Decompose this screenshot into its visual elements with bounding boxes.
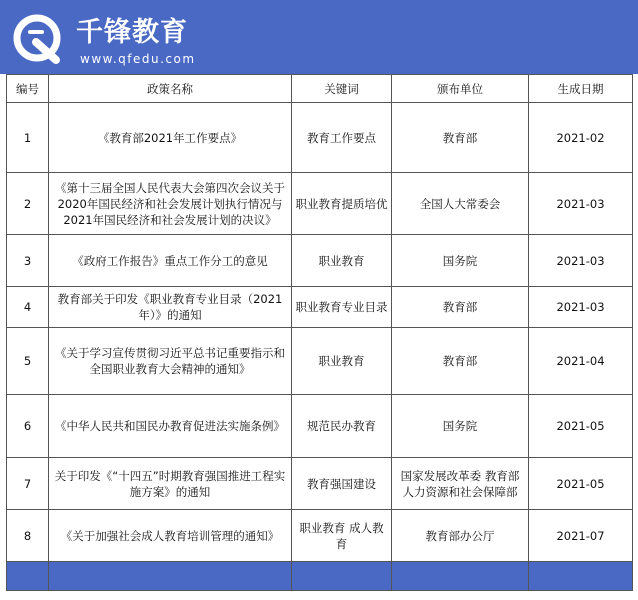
- cell-keyword: 职业教育专业目录: [292, 287, 392, 328]
- cell-issuer: 教育部: [392, 287, 529, 328]
- cell-date: 2021-05: [529, 458, 633, 510]
- cell-issuer: 全国人大常委会: [392, 173, 529, 235]
- cell-name: 《关于加强社会成人教育培训管理的通知》: [49, 510, 292, 562]
- page-header: [0, 0, 638, 74]
- brand-name: 千锋教育: [76, 17, 188, 48]
- policy-table: [6, 74, 633, 591]
- cell-issuer: 教育部: [392, 328, 529, 395]
- cell-date: 2021-04: [529, 328, 633, 395]
- cell-no: 1: [7, 103, 49, 173]
- footer-cell: [49, 562, 292, 591]
- cell-keyword: 职业教育: [292, 328, 392, 395]
- cell-date: 2021-03: [529, 173, 633, 235]
- cell-name: 《教育部2021年工作要点》: [49, 103, 292, 173]
- cell-no: 8: [7, 510, 49, 562]
- table-row: [7, 458, 633, 510]
- table-row: [7, 395, 633, 458]
- table-row: [7, 510, 633, 562]
- footer-cell: [292, 562, 392, 591]
- brand-logo[interactable]: [10, 8, 210, 68]
- cell-name: 《第十三届全国人民代表大会第四次会议关于2020年国民经济和社会发展计划执行情况与2021年国民经济和社会发展计划的决议》: [49, 173, 292, 235]
- cell-no: 4: [7, 287, 49, 328]
- cell-date: 2021-03: [529, 235, 633, 287]
- cell-issuer: 教育部办公厅: [392, 510, 529, 562]
- footer-cell: [529, 562, 633, 591]
- cell-keyword: 教育工作要点: [292, 103, 392, 173]
- cell-name: 关于印发《“十四五”时期教育强国推进工程实施方案》的通知: [49, 458, 292, 510]
- brand-url: www.qfedu.com: [80, 52, 196, 66]
- table-row: [7, 287, 633, 328]
- cell-no: 2: [7, 173, 49, 235]
- column-header-name: 政策名称: [49, 75, 292, 103]
- footer-cell: [392, 562, 529, 591]
- cell-issuer: 国务院: [392, 395, 529, 458]
- table-row: [7, 173, 633, 235]
- cell-date: 2021-05: [529, 395, 633, 458]
- table-footer-row: [7, 562, 633, 591]
- table-row: [7, 103, 633, 173]
- policy-table-container: [6, 74, 632, 591]
- cell-keyword: 职业教育 成人教育: [292, 510, 392, 562]
- cell-name: 《政府工作报告》重点工作分工的意见: [49, 235, 292, 287]
- cell-name: 教育部关于印发《职业教育专业目录（2021年）》的通知: [49, 287, 292, 328]
- column-header-keyword: 关键词: [292, 75, 392, 103]
- cell-date: 2021-02: [529, 103, 633, 173]
- cell-keyword: 教育强国建设: [292, 458, 392, 510]
- cell-keyword: 职业教育: [292, 235, 392, 287]
- footer-cell: [7, 562, 49, 591]
- table-header-row: [7, 75, 633, 103]
- cell-keyword: 规范民办教育: [292, 395, 392, 458]
- cell-issuer: 教育部: [392, 103, 529, 173]
- cell-date: 2021-07: [529, 510, 633, 562]
- cell-name: 《关于学习宣传贯彻习近平总书记重要指示和全国职业教育大会精神的通知》: [49, 328, 292, 395]
- qfedu-logo-icon: [12, 12, 66, 66]
- column-header-date: 生成日期: [529, 75, 633, 103]
- cell-name: 《中华人民共和国民办教育促进法实施条例》: [49, 395, 292, 458]
- cell-issuer: 国家发展改革委 教育部 人力资源和社会保障部: [392, 458, 529, 510]
- cell-date: 2021-03: [529, 287, 633, 328]
- cell-no: 6: [7, 395, 49, 458]
- table-row: [7, 235, 633, 287]
- column-header-issuer: 颁布单位: [392, 75, 529, 103]
- cell-no: 3: [7, 235, 49, 287]
- cell-issuer: 国务院: [392, 235, 529, 287]
- cell-no: 5: [7, 328, 49, 395]
- table-row: [7, 328, 633, 395]
- column-header-no: 编号: [7, 75, 49, 103]
- cell-no: 7: [7, 458, 49, 510]
- cell-keyword: 职业教育提质培优: [292, 173, 392, 235]
